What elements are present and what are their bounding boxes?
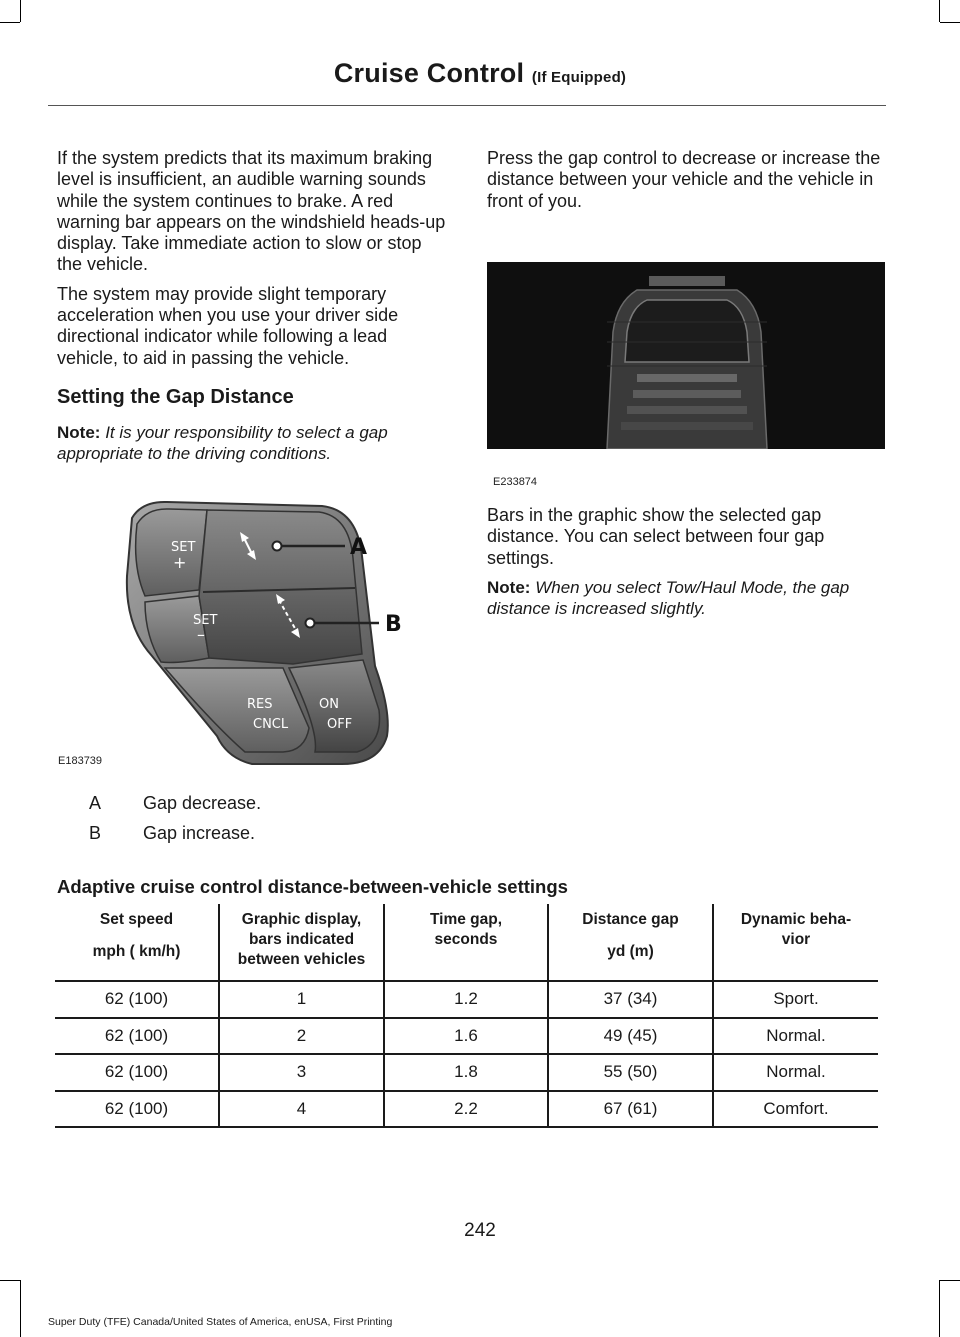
figure-code-switch: E183739	[58, 755, 103, 767]
gap-display-illustration	[487, 262, 885, 449]
legend-value: Gap increase.	[143, 823, 256, 843]
left-column	[57, 148, 449, 465]
cell-distance-gap: 37 (34)	[548, 981, 713, 1018]
cell-behavior: Comfort.	[713, 1091, 878, 1128]
note-gap-responsibility	[57, 422, 449, 465]
page-title	[0, 58, 960, 89]
crop-mark	[940, 1280, 960, 1281]
crop-mark	[20, 1280, 21, 1337]
crop-mark	[940, 22, 960, 23]
table-row	[55, 1091, 878, 1128]
gap-display-figure	[487, 262, 885, 449]
section-heading-gap-distance: Setting the Gap Distance	[57, 385, 294, 408]
set-plus-label: SET	[171, 540, 196, 555]
table-row	[55, 1018, 878, 1055]
right-column	[487, 148, 887, 220]
cell-time-gap: 1.2	[384, 981, 548, 1018]
callout-b-label: B	[385, 612, 402, 637]
header-time-gap: Time gap, seconds	[384, 904, 548, 981]
paragraph-braking-warning: If the system predicts that its maximum braking level is insufficient, an audible warning sounds while the system continues to brake. A red warning bar appears on the windshield heads-up display. Take immediate action to slow or stop the vehicle.	[57, 148, 446, 275]
cell-distance-gap: 49 (45)	[548, 1018, 713, 1055]
cell-time-gap: 1.8	[384, 1054, 548, 1091]
cell-bars: 4	[219, 1091, 384, 1128]
cell-bars: 3	[219, 1054, 384, 1091]
crop-mark	[0, 1280, 20, 1281]
header-dynamic-behavior: Dynamic beha-vior	[713, 904, 878, 981]
on-label: ON	[319, 697, 339, 712]
paragraph-temporary-acceleration: The system may provide slight temporary acceleration when you use your driver side directional indicator while following a lead vehicle, to aid in passing the vehicle.	[57, 283, 399, 368]
table-row	[55, 1054, 878, 1091]
plus-icon: +	[173, 553, 187, 572]
cncl-label: CNCL	[253, 717, 289, 732]
cell-behavior: Normal.	[713, 1054, 878, 1091]
paragraph-bars-graphic: Bars in the graphic show the selected gap distance. You can select between four gap settings.	[487, 505, 825, 568]
cell-set-speed: 62 (100)	[55, 1054, 219, 1091]
header-graphic-display: Graphic display, bars indicated between vehicles	[219, 904, 384, 981]
page-title-main: Cruise Control	[333, 58, 525, 88]
crop-mark	[20, 0, 21, 22]
note-text: When you select Tow/Haul Mode, the gap distance is increased slightly.	[487, 577, 850, 619]
callout-a-label: A	[350, 535, 368, 560]
off-label: OFF	[327, 717, 353, 732]
page-number: 242	[464, 1220, 496, 1241]
header-set-speed: Set speed mph ( km/h)	[55, 904, 219, 981]
cell-behavior: Normal.	[713, 1018, 878, 1055]
cell-bars: 1	[219, 981, 384, 1018]
cell-bars: 2	[219, 1018, 384, 1055]
cell-time-gap: 2.2	[384, 1091, 548, 1128]
steering-wheel-switch-figure	[57, 496, 447, 768]
callout-a-dot	[273, 542, 282, 551]
right-column-lower	[487, 505, 887, 619]
switch-illustration	[57, 496, 447, 768]
footer-text: Super Duty (TFE) Canada/United States of America, enUSA, First Printing	[48, 1316, 393, 1328]
cell-behavior: Sport.	[713, 981, 878, 1018]
settings-table	[55, 904, 878, 1128]
crop-mark	[0, 22, 20, 23]
cell-time-gap: 1.6	[384, 1018, 548, 1055]
header-distance-gap: Distance gap yd (m)	[548, 904, 713, 981]
cell-set-speed: 62 (100)	[55, 1018, 219, 1055]
header-rule	[48, 105, 886, 106]
legend-key: A	[89, 793, 102, 813]
crop-mark	[939, 0, 940, 22]
callout-b-dot	[306, 619, 315, 628]
minus-icon: –	[197, 625, 205, 644]
note-label: Note:	[57, 422, 101, 442]
legend-key: B	[89, 823, 102, 843]
figure-code-display: E233874	[493, 476, 538, 488]
note-text: It is your responsibility to select a gap appropriate to the driving conditions.	[57, 422, 388, 464]
cell-set-speed: 62 (100)	[55, 1091, 219, 1128]
table-header-row	[55, 904, 878, 981]
table-row	[55, 981, 878, 1018]
paragraph-press-gap-control: Press the gap control to decrease or increase the distance between your vehicle and the vehicle in front of you.	[487, 148, 881, 211]
page-title-subtitle: (If Equipped)	[531, 69, 627, 86]
cell-distance-gap: 67 (61)	[548, 1091, 713, 1128]
legend-value: Gap decrease.	[143, 793, 262, 813]
cell-distance-gap: 55 (50)	[548, 1054, 713, 1091]
res-label: RES	[247, 697, 273, 712]
set-minus-label: SET	[193, 613, 218, 628]
crop-mark	[939, 1280, 940, 1337]
cell-set-speed: 62 (100)	[55, 981, 219, 1018]
note-tow-haul	[487, 577, 887, 620]
table-title: Adaptive cruise control distance-between-vehicle settings	[57, 876, 568, 897]
note-label: Note:	[487, 577, 531, 597]
